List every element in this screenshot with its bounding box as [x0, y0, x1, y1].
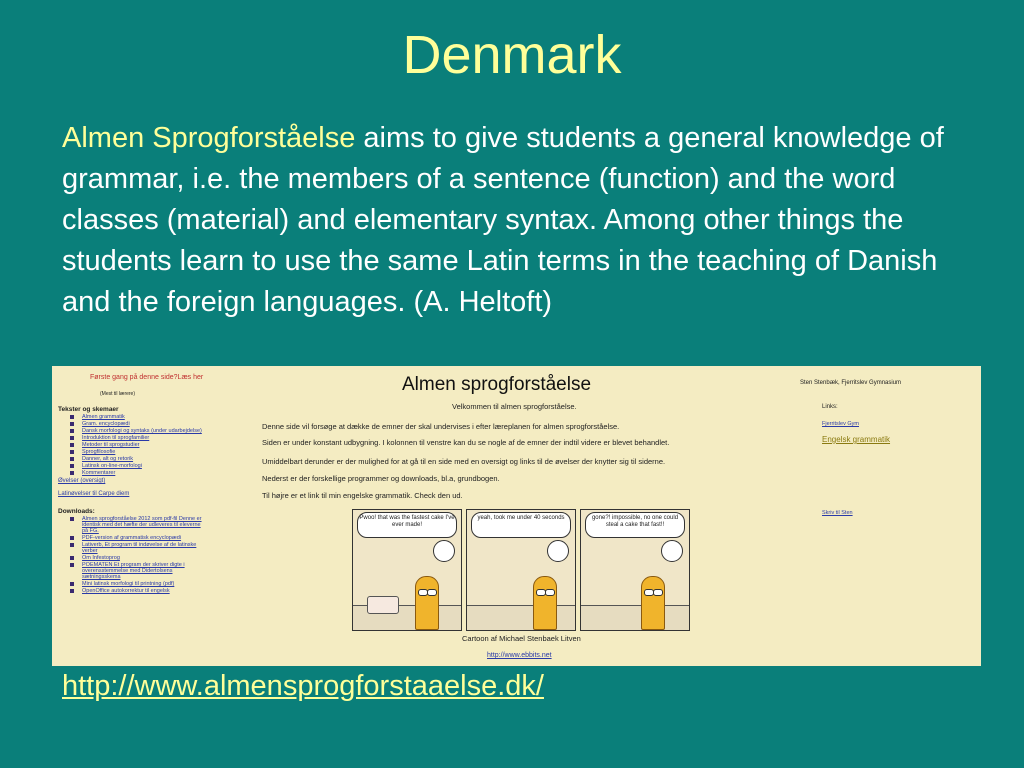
list-item[interactable]: Dansk morfologi og syntaks (under udarbejdelse) — [82, 428, 208, 434]
paragraph: Umiddelbart derunder er der mulighed for at gå til en side med en oversigt og links til de øvelser der knytter sig til siderne. — [262, 457, 666, 466]
comic-panel — [580, 509, 690, 631]
slide-body — [62, 118, 962, 323]
comic-url[interactable]: http://www.ebbits.net — [487, 652, 552, 659]
table-shape — [467, 605, 575, 630]
downloads-header: Downloads: — [58, 508, 95, 515]
paragraph: Denne side vil forsøge at dække de emner der skal undervises i efter læreplanen for almen sprogforståelse. — [262, 422, 620, 431]
english-grammar-link[interactable]: Engelsk grammatik — [822, 435, 891, 444]
first-visit-sub: (Mest til lærere) — [100, 391, 136, 397]
comic-panel — [466, 509, 576, 631]
list-item[interactable]: Gram. encyclopædi — [82, 421, 208, 427]
list-item[interactable]: Om Infestoprog — [82, 555, 208, 561]
paragraph: Nederst er der forskellige programmer og downloads, bl.a, grundbogen. — [262, 474, 500, 483]
list-item[interactable]: Sprogfilosofie — [82, 449, 208, 455]
right-column — [800, 366, 972, 666]
slide-title: Denmark — [402, 25, 622, 85]
website-screenshot — [52, 366, 981, 666]
list-item[interactable]: Almen sprogforståelse 2012 som pdf-fil Denne er identisk med det hæfte der udleveres til eleverne på FG. — [82, 516, 208, 534]
list-item[interactable]: Almen grammatik — [82, 414, 208, 420]
latin-link[interactable]: Latinøvelser til Carpe diem — [58, 491, 130, 497]
character-icon — [533, 576, 557, 630]
list-item[interactable]: Metoder til sprogstudier — [82, 442, 208, 448]
speech-bubble: yeah, took me under 40 seconds — [471, 512, 571, 538]
first-visit-link[interactable]: Første gang på denne side?Læs her — [90, 374, 204, 381]
site-url-link[interactable]: http://www.almensprogforstaaelse.dk/ — [62, 670, 544, 702]
list-item[interactable]: POEMATEN Et program der skriver digte i overensstemmelse med Didertolsens sætningsskema — [82, 562, 208, 580]
downloads-list — [58, 516, 208, 594]
character-icon — [415, 576, 439, 630]
highlight-term: Almen Sprogforståelse — [62, 122, 356, 154]
comic-caption: Cartoon af Michael Stenbaek Litven — [462, 634, 581, 643]
site-title: Almen sprogforståelse — [402, 374, 592, 395]
character-icon — [641, 576, 665, 630]
table-shape — [581, 605, 689, 630]
list-item[interactable]: OpenOffice autokorrektur til engelsk — [82, 588, 208, 594]
clock-icon — [547, 540, 569, 562]
cake-icon — [367, 596, 399, 614]
list-item[interactable]: Mini latinsk morfologi til printning (pdf) — [82, 581, 208, 587]
comic-panel — [352, 509, 462, 631]
comic-strip — [352, 509, 690, 631]
fjerritslev-link[interactable]: Fjerritslev Gym — [822, 421, 859, 427]
speech-bubble: Pwoo! that was the fastest cake I've ever made! — [357, 512, 457, 538]
clock-icon — [661, 540, 683, 562]
list-item[interactable]: Kommentarer — [82, 470, 208, 476]
write-to-sten-link[interactable]: Skriv til Sten — [822, 510, 853, 516]
list-item[interactable]: Latinsk on-line-morfologi — [82, 463, 208, 469]
body-text: aims to give students a general knowledge of grammar, i.e. the members of a sentence (function) and the word classes (material) and elementary syntax. Among other things the students learn to use the same Latin terms in the teaching of Danish and the foreign languages. (A. Heltoft) — [62, 122, 944, 318]
welcome-text: Velkommen til almen sprogforståelse. — [452, 402, 577, 411]
paragraph: Siden er under konstant udbygning. I kolonnen til venstre kan du se nogle af de emner der indtil videre er blevet behandlet. — [262, 438, 670, 447]
list-item[interactable]: Introduktion til sprogfamilier — [82, 435, 208, 441]
exercises-link[interactable]: Øvelser (oversigt) — [58, 478, 106, 484]
links-header: Links: — [822, 404, 838, 410]
clock-icon — [433, 540, 455, 562]
list-item[interactable]: PDF-version af grammatisk encyclopædi — [82, 535, 208, 541]
left-column — [58, 366, 208, 666]
texts-list — [58, 414, 208, 476]
speech-bubble: gone?! impossible, no one could steal a cake that fast!! — [585, 512, 685, 538]
texts-header: Tekster og skemaer — [58, 406, 119, 413]
author-text: Sten Stenbæk, Fjerritslev Gymnasium — [800, 380, 902, 386]
paragraph: Til højre er et link til min engelske grammatik. Check den ud. — [262, 491, 463, 500]
list-item[interactable]: Danner, alt og retorik — [82, 456, 208, 462]
center-column — [252, 366, 792, 666]
list-item[interactable]: Lativerb, Et program til indøvelse af de latinske verber — [82, 542, 208, 554]
